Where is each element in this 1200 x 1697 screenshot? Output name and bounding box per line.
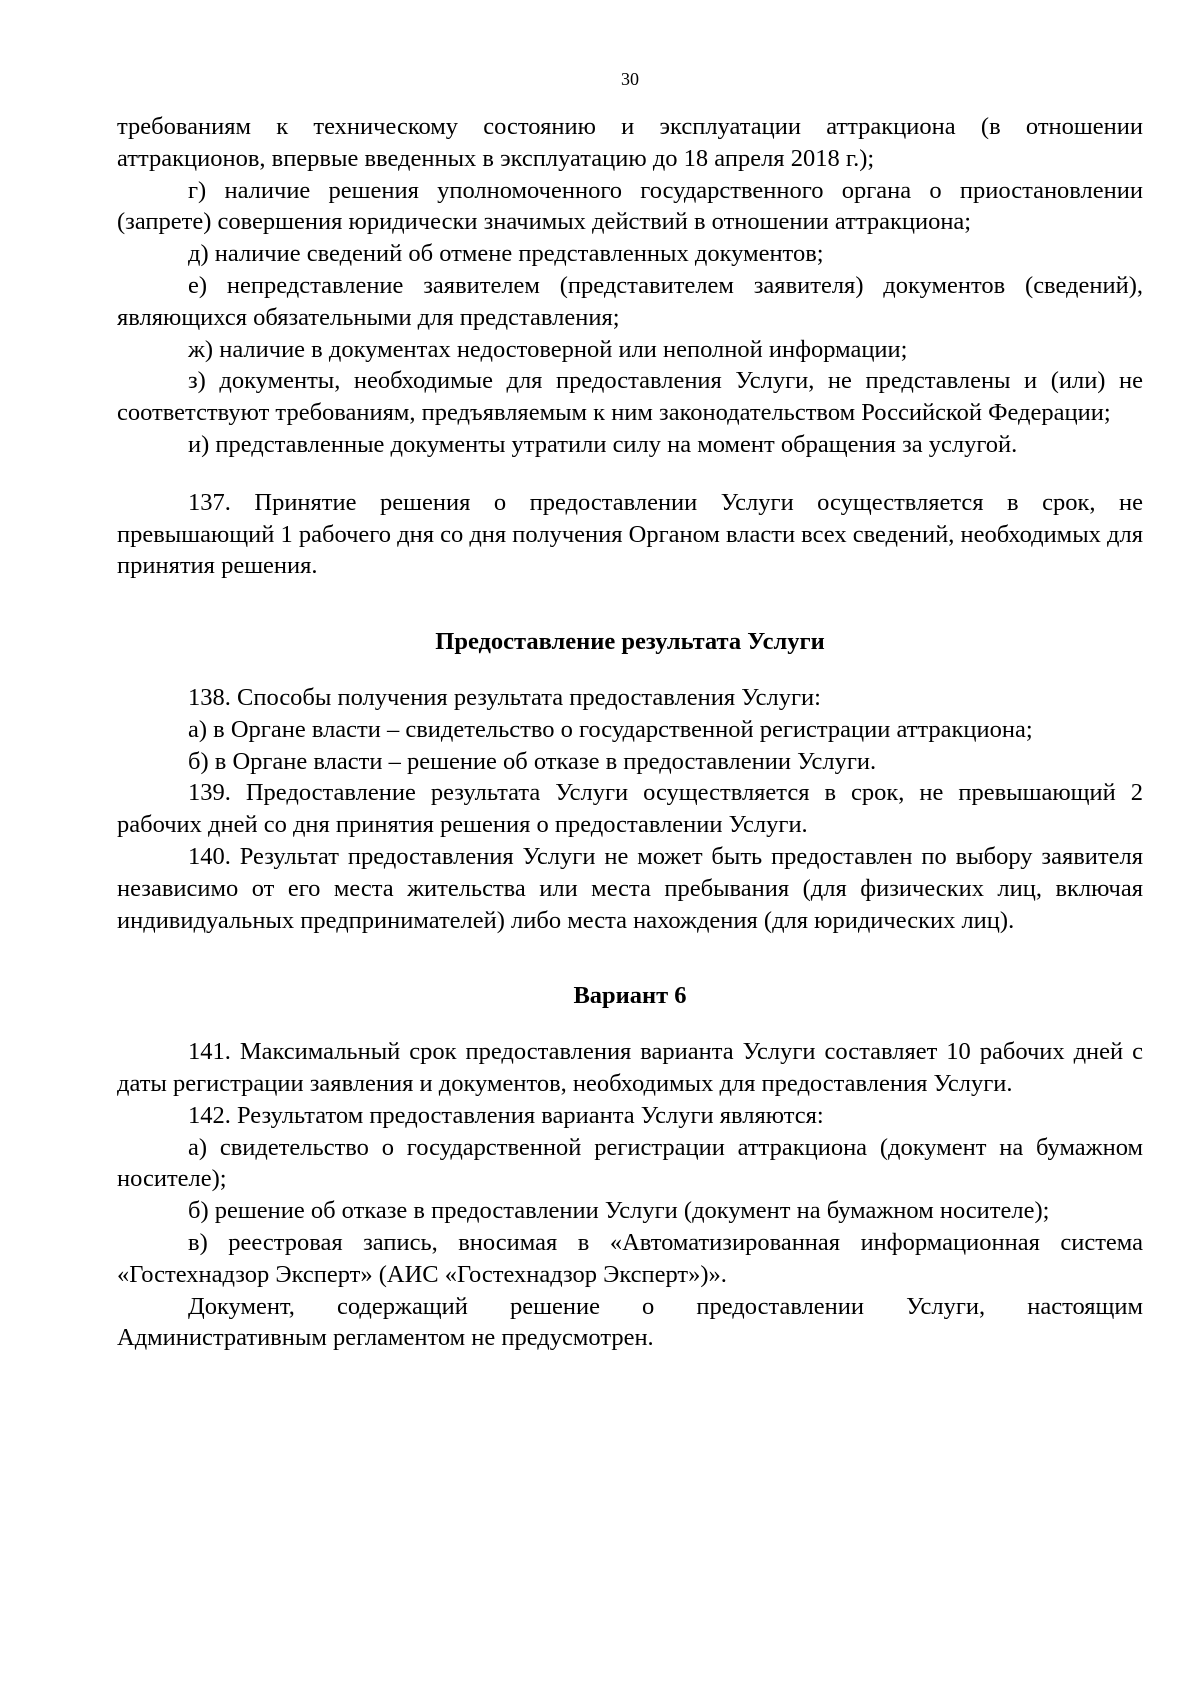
list-item-b-refusal: б) решение об отказе в предоставлении Услуги (документ на бумажном носителе);: [188, 1197, 1050, 1225]
list-item-z: з) документы, необходимые для предоставления Услуги, не представлены и (или) не соответствуют требованиям, предъявляемым к ним законодательством Российской Федерации;: [117, 367, 1143, 427]
page-number: 30: [621, 69, 639, 89]
section-heading-result: Предоставление результата Услуги: [435, 628, 825, 656]
list-item-d: д) наличие сведений об отмене представленных документов;: [188, 240, 824, 268]
paragraph-138: 138. Способы получения результата предоставления Услуги:: [188, 683, 821, 711]
paragraph-137: 137. Принятие решения о предоставлении Услуги осуществляется в срок, не превышающий 1 рабочего дня со дня получения Органом власти всех сведений, необходимых для принятия решения.: [117, 488, 1143, 580]
list-item-b: б) в Органе власти – решение об отказе в предоставлении Услуги.: [188, 747, 877, 775]
list-item-a-certificate: а) свидетельство о государственной регистрации аттракциона (документ на бумажном носителе);: [117, 1133, 1143, 1193]
list-item-g: г) наличие решения уполномоченного государственного органа о приостановлении (запрете) совершения юридически значимых действий в отношении аттракциона;: [117, 176, 1143, 236]
paragraph-141: 141. Максимальный срок предоставления варианта Услуги составляет 10 рабочих дней с даты регистрации заявления и документов, необходимых для предоставления Услуги.: [117, 1038, 1143, 1097]
list-item-i: и) представленные документы утратили силу на момент обращения за услугой.: [188, 430, 1018, 458]
section-heading-variant-6: Вариант 6: [573, 982, 687, 1010]
paragraph-139: 139. Предоставление результата Услуги осуществляется в срок, не превышающий 2 рабочих дней со дня принятия решения о предоставлении Услуги.: [117, 779, 1143, 839]
list-item-v-registry: в) реестровая запись, вносимая в «Автоматизированная информационная система «Гостехнадзор Эксперт» (АИС «Гостехнадзор Эксперт»)».: [117, 1228, 1143, 1288]
list-item-a: а) в Органе власти – свидетельство о государственной регистрации аттракциона;: [188, 715, 1033, 743]
paragraph-document-note: Документ, содержащий решение о предоставлении Услуги, настоящим Административным регламентом не предусмотрен.: [117, 1292, 1143, 1352]
paragraph-continuation: требованиям к техническому состоянию и эксплуатации аттракциона (в отношении аттракционов, впервые введенных в эксплуатацию до 18 апреля 2018 г.);: [117, 113, 1143, 172]
list-item-zh: ж) наличие в документах недостоверной или неполной информации;: [188, 335, 908, 363]
paragraph-140: 140. Результат предоставления Услуги не может быть предоставлен по выбору заявителя независимо от его места жительства или места пребывания (для физических лиц, включая индивидуальных предпринимателей) либо места нахождения (для юридических лиц).: [117, 842, 1143, 934]
list-item-e: е) непредставление заявителем (представителем заявителя) документов (сведений), являющихся обязательными для представления;: [117, 271, 1143, 331]
paragraph-142: 142. Результатом предоставления варианта Услуги являются:: [188, 1101, 824, 1129]
